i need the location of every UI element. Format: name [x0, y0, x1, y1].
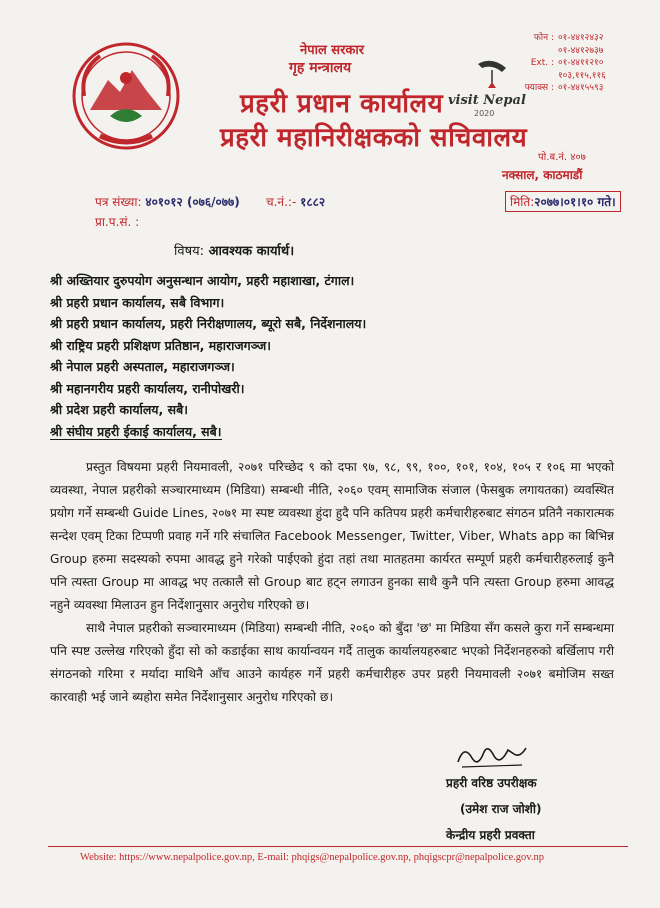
letter-body — [50, 456, 614, 709]
addressee-item: श्री नेपाल प्रहरी अस्पताल, महाराजगञ्ज। — [50, 359, 235, 374]
body-paragraph: प्रस्तुत विषयमा प्रहरी नियमावली, २०७१ परिच्छेद ९ को दफा ९७, ९८, ९९, १००, १०१, १०४, १०५ र १०६ मा भएको व्यवस्था, नेपाल प्रहरीको सञ्चारमाध्यम (मिडिया) सम्बन्धी नीति, २०६० एवम् सामाजिक संजाल (फेसबुक लगायतका) व्यवस्थित प्रयोग गर्ने सम्बन्धी Guide Lines, २०७१ मा स्पष्ट व्यवस्था हुंदा हुदै पनि कतिपय प्रहरी कर्मचारीहरुबाट संगठन प्रतिनै नकारात्मक सन्देश एवम् टिका टिप्पणी प्रवाह गर्ने गरि संचालित Facebook Messenger, Twitter, Viber, Whats app का बिभिन्न Group हरुमा सदस्यको रुपमा आवद्ध हुने गरेको पाईएको हुंदा तहां तथा मातहतमा कार्यरत सम्पूर्ण प्रहरी कर्मचारीहरुलाई कुनै पनि त्यस्ता Group मा आवद्ध भए तत्कालै सो Group बाट हट्न लगाउन हुनका साथै कुनै पनि त्यस्ता Group हरुमा आवद्ध नहुने व्यवस्था मिलाउन हुन निर्देशानुसार अनुरोध गरिएको छ। — [50, 460, 614, 612]
contact-label — [498, 45, 558, 58]
ministry-name: गृह मन्त्रालय — [289, 60, 352, 76]
addressee-item: श्री अख्तियार दुरुपयोग अनुसन्धान आयोग, प्रहरी महाशाखा, टंगाल। — [50, 273, 355, 288]
letter-date — [505, 191, 621, 212]
contact-value: ०१-४४११२१० — [558, 58, 604, 68]
contact-value: ०१-४४१५५९३ — [558, 83, 604, 93]
contact-value: ०१-४४१२४३२ — [558, 33, 604, 43]
contact-label: फोन : — [533, 33, 554, 43]
visit-nepal-text: visit Nepal — [448, 93, 526, 108]
letter-date-label: मिति: — [510, 195, 535, 209]
addressee-item — [50, 421, 610, 443]
contact-row — [498, 32, 648, 45]
government-name: नेपाल सरकार — [300, 43, 365, 58]
addressee-item: श्री प्रहरी प्रधान कार्यालय, सबै विभाग। — [50, 294, 225, 310]
visit-nepal-year: 2020 — [474, 109, 495, 118]
signatory-name: (उमेश राज जोशी) — [460, 802, 542, 816]
office-name: प्रहरी प्रधान कार्यालय — [240, 89, 444, 119]
signatory-designation: प्रहरी वरिष्ठ उपरीक्षक — [446, 776, 537, 790]
contact-value: ०१-४४१२७३७ — [558, 45, 604, 56]
contact-row — [498, 70, 648, 83]
subject-line — [174, 241, 294, 259]
office-address: नक्साल, काठमाडौं — [502, 168, 583, 182]
footer-divider — [48, 846, 628, 847]
signature-icon — [452, 740, 532, 772]
contact-row — [498, 57, 648, 70]
contact-label: Ext. : — [530, 58, 554, 68]
contact-row — [498, 45, 648, 58]
addressee-item: श्री महानगरीय प्रहरी कार्यालय, रानीपोखरी। — [50, 380, 245, 396]
contact-row — [498, 82, 648, 95]
po-box: पो.ब.नं. ४०७ — [538, 152, 586, 163]
body-paragraph: साथै नेपाल प्रहरीको सञ्चारमाध्यम (मिडिया) सम्बन्धी नीति, २०६० को बुँदा 'छ' मा मिडिया सँग कसले कुरा गर्ने सम्बन्धमा पनि स्पष्ट उल्लेख गरिएको हुँदा सो को कडाईका साथ कार्यान्वयन गर्दै तालुक कार्यालयहरुबाट भएको निर्देशनहरुको बर्खिलाप गरी संगठनको गरिमा र मर्यादा माथिनै आँच आउने कार्यहरु गर्ने प्रहरी कर्मचारीहरु उपर प्रहरी नियमावली २०७१ बमोजिम सख्त कारवाही भई जाने ब्यहोरा समेत निर्देशानुसार अनुरोध गरिएको छ। — [50, 621, 614, 704]
prasa-label: प्रा.प.सं. : — [95, 215, 140, 229]
contact-label: फ्याक्स : — [524, 83, 554, 93]
addressee-item: श्री राष्ट्रिय प्रहरी प्रशिक्षण प्रतिष्ठान, महाराजगञ्ज। — [50, 337, 271, 353]
contact-block — [498, 32, 648, 95]
subject-text: आवश्यक कार्यार्थ। — [208, 244, 295, 259]
dispatch-number-value: १८८२ — [300, 195, 326, 209]
letter-date-value: २०७७।०१।१० गते। — [534, 195, 616, 209]
addressee-item: श्री प्रदेश प्रहरी कार्यालय, सबै। — [50, 402, 188, 417]
footer-contact: Website: https://www.nepalpolice.gov.np, E-mail: phqigs@nepalpolice.gov.np, phqigscpr@nepalpolice.gov.np — [80, 852, 544, 863]
nepal-emblem-icon — [70, 40, 182, 152]
addressee-item: श्री प्रहरी प्रधान कार्यालय, प्रहरी निरीक्षणालय, ब्यूरो सबै, निर्देशनालय। — [50, 316, 367, 331]
secretariat-name: प्रहरी महानिरीक्षकको सचिवालय — [220, 123, 528, 153]
addressee-item-text: श्री संघीय प्रहरी ईकाई कार्यालय, सबै। — [50, 423, 222, 439]
letter-number-value: ४०१०१२ (०७६/०७७) — [145, 195, 240, 209]
addressee-list — [50, 270, 610, 442]
dispatch-number-label: च.नं.:- — [266, 195, 297, 209]
dispatch-number — [266, 193, 325, 210]
signatory-title: केन्द्रीय प्रहरी प्रवक्ता — [446, 828, 535, 842]
contact-label — [498, 70, 558, 83]
letter-number — [95, 193, 240, 210]
contact-value: १०३,११५,११६ — [558, 70, 606, 81]
subject-label: विषय: — [174, 244, 205, 259]
letter-number-label: पत्र संख्या: — [95, 195, 142, 209]
